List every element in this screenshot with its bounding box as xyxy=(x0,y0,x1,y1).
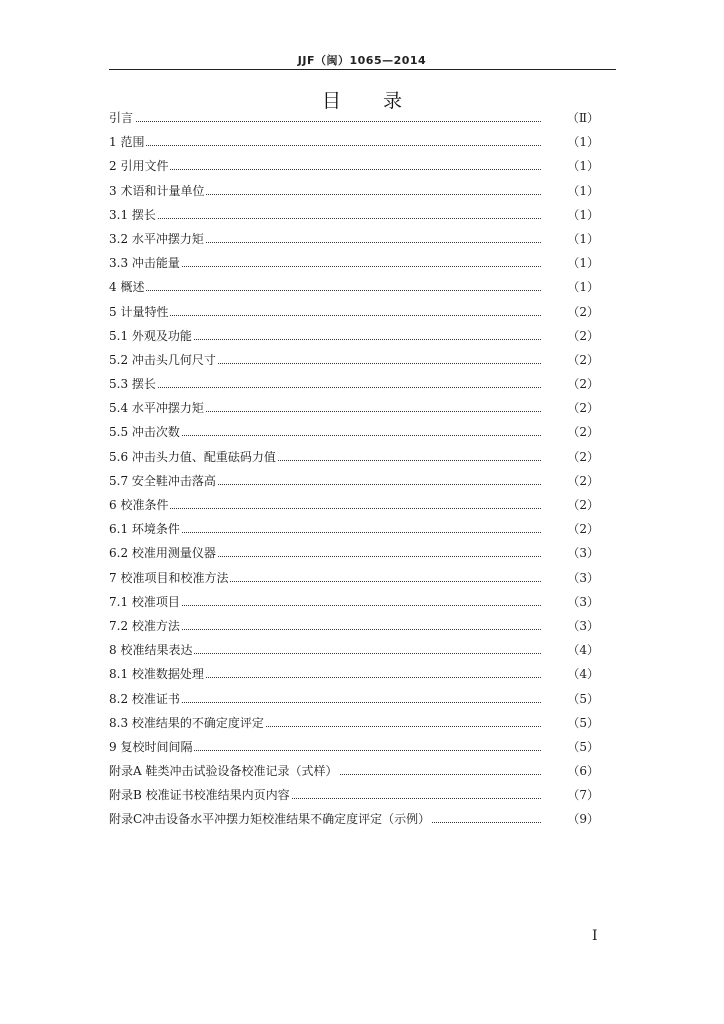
toc-entry-label: 7 校准项目和校准方法 xyxy=(109,566,230,590)
toc-entry[interactable] xyxy=(109,711,599,735)
toc-entry[interactable] xyxy=(109,130,599,154)
toc-entry[interactable] xyxy=(109,372,599,396)
toc-entry-page: （2） xyxy=(567,352,599,367)
toc-entry-label: 3.2 水平冲摆力矩 xyxy=(109,227,206,251)
table-of-contents xyxy=(109,106,599,832)
toc-title: 目 录 xyxy=(321,90,421,112)
page-number: I xyxy=(592,928,598,944)
toc-entry-page: （2） xyxy=(567,498,599,512)
toc-entry-label: 5.3 摆长 xyxy=(109,372,158,396)
toc-entry-label: 3 术语和计量单位 xyxy=(109,179,206,203)
toc-entry-page: （5） xyxy=(567,739,599,754)
toc-entry-page: （6） xyxy=(567,764,599,779)
toc-entry[interactable] xyxy=(109,614,599,638)
toc-entry-label: 2 引用文件 xyxy=(109,154,170,178)
toc-entry-page: （2） xyxy=(567,328,599,343)
toc-entry-page: （9） xyxy=(567,812,599,827)
toc-entry-page: （1） xyxy=(567,207,599,222)
toc-entry-page: （2） xyxy=(567,425,599,440)
toc-entry[interactable] xyxy=(109,203,599,227)
toc-entry[interactable] xyxy=(109,179,599,203)
dot-leader xyxy=(109,145,541,146)
toc-entry-label: 9 复校时间间隔 xyxy=(109,735,194,759)
dot-leader xyxy=(109,169,541,170)
toc-entry-label: 附录C冲击设备水平冲摆力矩校准结果不确定度评定（示例） xyxy=(109,807,432,831)
dot-leader xyxy=(109,218,541,219)
toc-entry[interactable] xyxy=(109,348,599,372)
toc-entry[interactable] xyxy=(109,396,599,420)
toc-entry-label: 5.2 冲击头几何尺寸 xyxy=(109,348,218,372)
standard-code-header: JJF（闽）1065—2014 xyxy=(297,54,427,67)
toc-entry[interactable] xyxy=(109,469,599,493)
toc-entry-label: 6.2 校准用测量仪器 xyxy=(109,541,218,565)
toc-entry-page: （1） xyxy=(567,183,599,198)
toc-entry-label: 4 概述 xyxy=(109,275,146,299)
toc-entry-label: 5.5 冲击次数 xyxy=(109,420,182,444)
toc-entry[interactable] xyxy=(109,300,599,324)
toc-entry[interactable] xyxy=(109,275,599,299)
toc-entry-label: 7.1 校准项目 xyxy=(109,590,182,614)
toc-entry-label: 3.3 冲击能量 xyxy=(109,251,182,275)
toc-entry-page: （4） xyxy=(567,667,599,682)
toc-entry-label: 5.4 水平冲摆力矩 xyxy=(109,396,206,420)
toc-entry-page: （7） xyxy=(567,788,599,803)
toc-entry-page: （2） xyxy=(567,473,599,488)
toc-entry-label: 3.1 摆长 xyxy=(109,203,158,227)
dot-leader xyxy=(109,387,541,388)
toc-entry-label: 5.6 冲击头力值、配重砝码力值 xyxy=(109,445,278,469)
toc-entry[interactable] xyxy=(109,735,599,759)
toc-entry-label: 6 校准条件 xyxy=(109,493,170,517)
toc-entry-page: （1） xyxy=(567,135,599,150)
toc-entry-page: （1） xyxy=(567,231,599,246)
toc-entry-label: 附录A 鞋类冲击试验设备校准记录（式样） xyxy=(109,759,339,783)
toc-entry[interactable] xyxy=(109,590,599,614)
dot-leader xyxy=(109,121,541,122)
toc-entry-page: （3） xyxy=(567,618,599,633)
toc-entry[interactable] xyxy=(109,759,599,783)
toc-entry-page: （3） xyxy=(567,594,599,609)
toc-entry-page: （2） xyxy=(567,304,599,319)
toc-entry[interactable] xyxy=(109,106,599,130)
toc-entry[interactable] xyxy=(109,638,599,662)
toc-entry-label: 5.7 安全鞋冲击落高 xyxy=(109,469,218,493)
header-divider xyxy=(109,69,616,70)
toc-entry[interactable] xyxy=(109,227,599,251)
dot-leader xyxy=(109,315,541,316)
dot-leader xyxy=(109,508,541,509)
toc-entry[interactable] xyxy=(109,324,599,348)
toc-entry-page: （2） xyxy=(567,401,599,416)
toc-entry-label: 8.2 校准证书 xyxy=(109,687,182,711)
toc-entry-page: （5） xyxy=(567,691,599,706)
toc-entry-page: （5） xyxy=(567,715,599,730)
toc-entry-page: （Ⅱ） xyxy=(566,111,599,125)
toc-entry-page: （3） xyxy=(567,546,599,561)
toc-entry[interactable] xyxy=(109,445,599,469)
toc-entry[interactable] xyxy=(109,566,599,590)
toc-entry-label: 引言 xyxy=(109,106,135,130)
toc-entry-label: 1 范围 xyxy=(109,130,146,154)
toc-entry[interactable] xyxy=(109,420,599,444)
toc-entry-label: 8.1 校准数据处理 xyxy=(109,662,206,686)
toc-entry[interactable] xyxy=(109,807,599,831)
toc-entry[interactable] xyxy=(109,493,599,517)
toc-entry-page: （1） xyxy=(567,256,599,271)
toc-entry-page: （2） xyxy=(567,377,599,392)
toc-entry-label: 5 计量特性 xyxy=(109,300,170,324)
toc-entry-label: 附录B 校准证书校准结果内页内容 xyxy=(109,783,292,807)
toc-entry-page: （4） xyxy=(567,643,599,658)
toc-entry[interactable] xyxy=(109,541,599,565)
toc-entry[interactable] xyxy=(109,662,599,686)
toc-entry[interactable] xyxy=(109,783,599,807)
dot-leader xyxy=(109,290,541,291)
toc-entry-label: 7.2 校准方法 xyxy=(109,614,182,638)
toc-entry-page: （2） xyxy=(567,449,599,464)
toc-entry-page: （1） xyxy=(567,280,599,295)
toc-entry[interactable] xyxy=(109,687,599,711)
toc-entry-label: 8.3 校准结果的不确定度评定 xyxy=(109,711,266,735)
toc-entry[interactable] xyxy=(109,517,599,541)
toc-entry-label: 5.1 外观及功能 xyxy=(109,324,194,348)
toc-entry-page: （3） xyxy=(567,570,599,585)
toc-entry-label: 8 校准结果表达 xyxy=(109,638,194,662)
toc-entry-page: （1） xyxy=(567,159,599,174)
toc-entry[interactable] xyxy=(109,251,599,275)
toc-entry-page: （2） xyxy=(567,522,599,537)
toc-entry[interactable] xyxy=(109,154,599,178)
toc-entry-label: 6.1 环境条件 xyxy=(109,517,182,541)
